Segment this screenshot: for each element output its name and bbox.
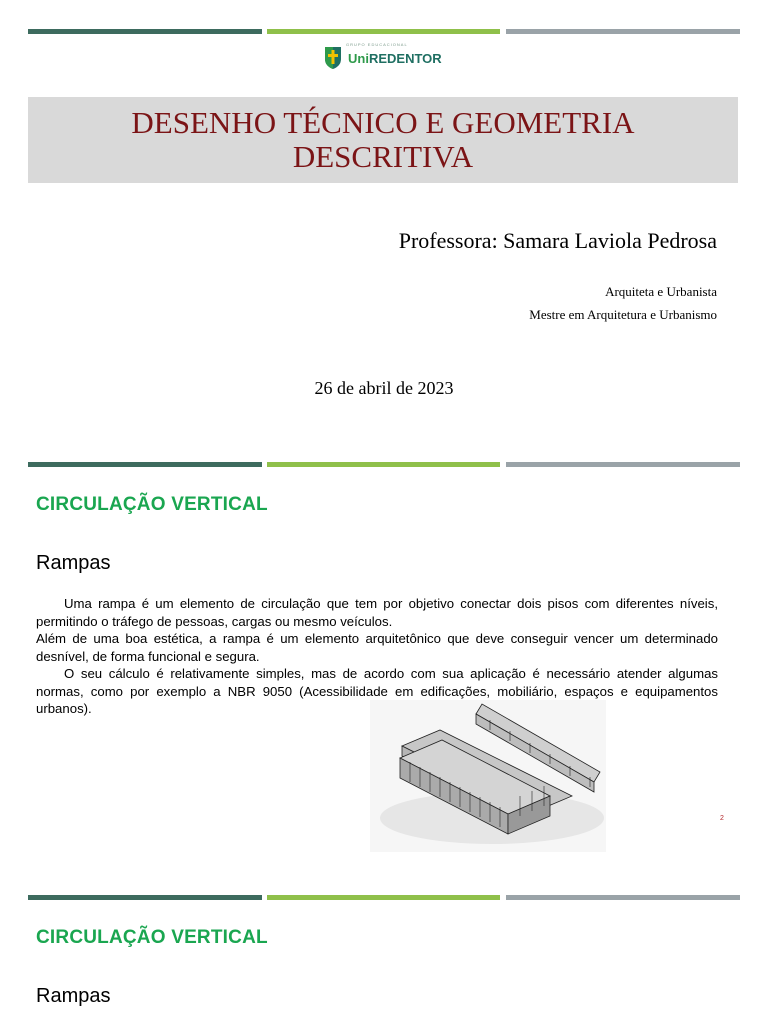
paragraph-1: Uma rampa é um elemento de circulação que tem por objetivo conectar dois pisos com diferentes níveis, permitindo o tráfego de pessoas, cargas ou mesmo veículos.: [36, 596, 718, 629]
header-bar-green: [267, 29, 500, 34]
header-bar-gray: [506, 29, 740, 34]
page-title: [131, 106, 634, 174]
presentation-date: 26 de abril de 2023: [314, 378, 454, 398]
subtitle-2: Rampas: [36, 985, 111, 1007]
slide2-bar-green: [267, 462, 500, 467]
credential-1: Arquiteta e Urbanista: [605, 284, 717, 299]
slide3-bar-gray: [506, 895, 740, 900]
title-line-2: DESCRITIVA: [292, 139, 474, 174]
logo-tagline: GRUPO EDUCACIONAL: [346, 42, 408, 47]
ramp-illustration: [370, 700, 606, 852]
header-bar-dark: [28, 29, 262, 34]
credential-2: Mestre em Arquitetura e Urbanismo: [529, 307, 717, 322]
logo-wordmark: UniREDENTOR: [348, 50, 442, 66]
paragraph-2: Além de uma boa estética, a rampa é um elemento arquitetônico que deve conseguir vencer um determinado desnível, de forma funcional e segura.: [36, 631, 718, 664]
subtitle: Rampas: [36, 552, 111, 574]
slide2-bar-gray: [506, 462, 740, 467]
slide3-bar-dark: [28, 895, 262, 900]
section-title: CIRCULAÇÃO VERTICAL: [36, 494, 268, 515]
professor-name: Professora: Samara Laviola Pedrosa: [398, 228, 717, 253]
paragraph-3: O seu cálculo é relativamente simples, mas de acordo com sua aplicação é necessário atender algumas normas, como por exemplo a NBR 9050 (Acessibilidade em edificações, mobiliário, espaços e equipamentos urbanos).: [36, 666, 718, 716]
slide3-bar-green: [267, 895, 500, 900]
section-title-2: CIRCULAÇÃO VERTICAL: [36, 927, 268, 948]
slide2-bar-dark: [28, 462, 262, 467]
title-line-1: DESENHO TÉCNICO E GEOMETRIA: [131, 105, 635, 140]
title-box: [28, 97, 738, 183]
shield-icon: [324, 46, 342, 70]
page-number: 2: [720, 815, 724, 822]
unirendentor-logo: [324, 44, 442, 72]
